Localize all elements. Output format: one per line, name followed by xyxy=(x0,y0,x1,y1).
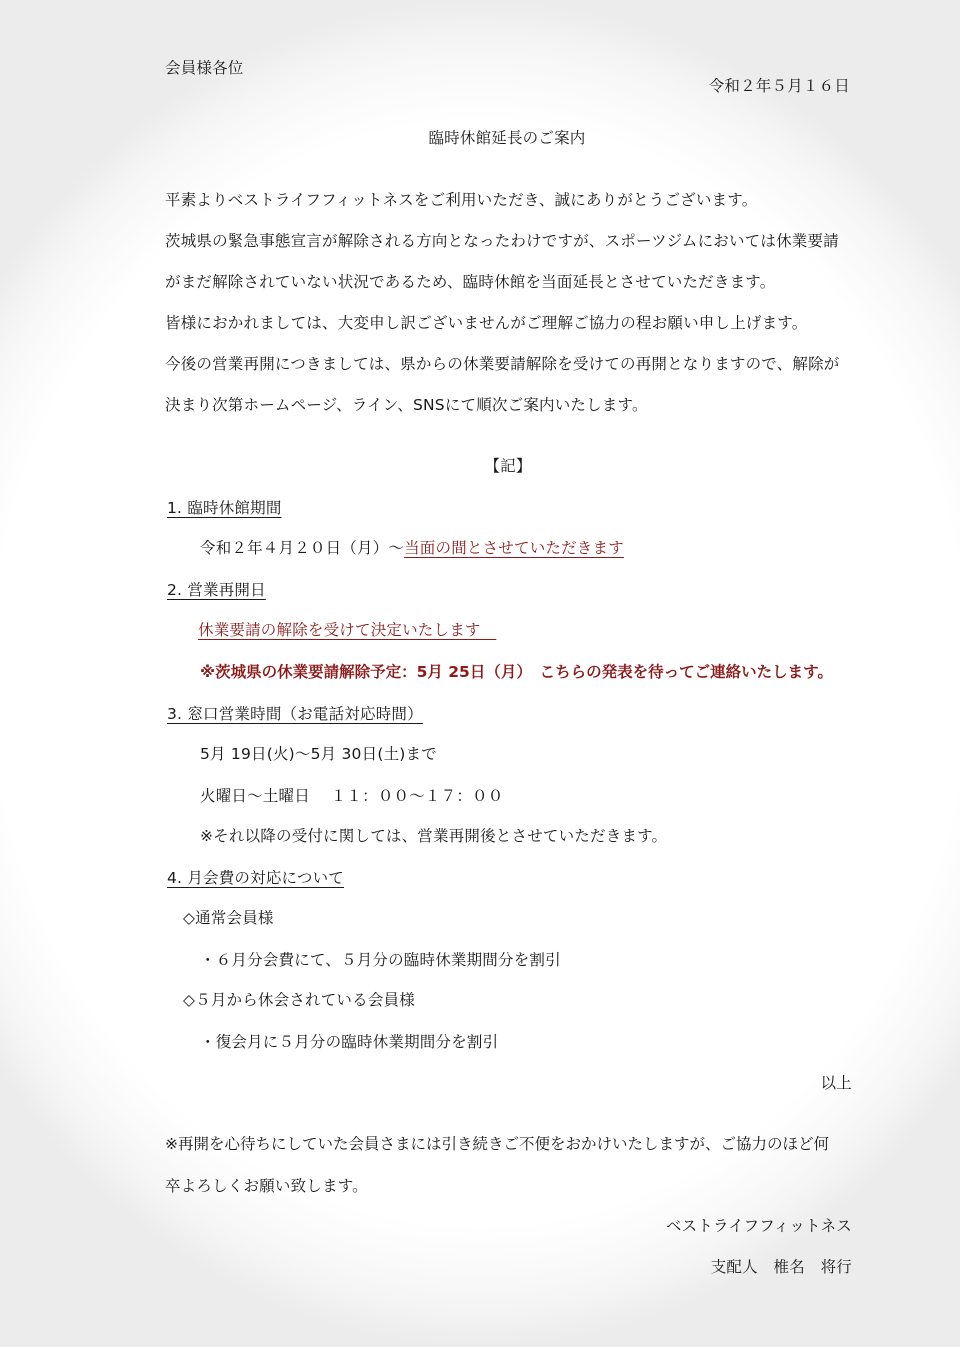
body-line-5: 今後の営業再開につきましては、県からの休業要請解除を受けての再開となりますので、解除が xyxy=(165,355,840,373)
section-1-heading: 1. 臨時休館期間 xyxy=(167,499,282,517)
regular-members-detail: ・６月分会費にて、５月分の臨時休業期間分を割引 xyxy=(200,951,561,969)
closure-period xyxy=(200,538,624,558)
body-line-6: 決まり次第ホームページ、ライン、SNSにて順次ご案内いたします。 xyxy=(165,396,648,414)
regular-members-heading: ◇通常会員様 xyxy=(183,909,274,927)
recipient-line: 会員様各位 xyxy=(165,59,244,77)
record-heading: 【記】 xyxy=(484,457,532,475)
signature-manager: 支配人 椎名 将行 xyxy=(710,1258,852,1276)
body-line-2: 茨城県の緊急事態宣言が解除される方向となったわけですが、スポーツジムにおいては休業要請 xyxy=(165,232,839,250)
body-line-1: 平素よりベストライフフィットネスをご利用いただき、誠にありがとうございます。 xyxy=(165,191,758,209)
closure-period-end: 当面の間とさせていただきます xyxy=(404,539,624,557)
counter-note: ※それ以降の受付に関しては、営業再開後とさせていただきます。 xyxy=(200,827,668,845)
document-title: 臨時休館延長のご案内 xyxy=(428,129,586,147)
section-4-heading: 4. 月会費の対応について xyxy=(167,869,345,887)
counter-dates: 5月 19日(火)～5月 30日(土)まで xyxy=(200,745,437,763)
signature-company: ベストライフフィットネス xyxy=(665,1217,852,1235)
footnote-line-2: 卒よろしくお願い致します。 xyxy=(165,1177,368,1195)
suspended-members-detail: ・復会月に５月分の臨時休業期間分を割引 xyxy=(200,1033,499,1051)
reopening-schedule-note: ※茨城県の休業要請解除予定：5月 25日（月） こちらの発表を待ってご連絡いたします。 xyxy=(200,663,833,681)
counter-hours: 火曜日～土曜日 １１：００～１７：００ xyxy=(200,787,504,805)
reopening-decision: 休業要請の解除を受けて決定いたします xyxy=(198,621,497,639)
section-3-heading: 3. 窓口営業時間（お電話対応時間） xyxy=(167,705,423,723)
closing-mark: 以上 xyxy=(820,1074,852,1092)
section-2-heading: 2. 営業再開日 xyxy=(167,581,266,599)
closure-period-start: 令和２年４月２０日（月）～ xyxy=(200,539,405,557)
body-line-3: がまだ解除されていない状況であるため、臨時休館を当面延長とさせていただきます。 xyxy=(165,273,776,291)
document-date: 令和２年５月１６日 xyxy=(708,77,850,95)
suspended-members-heading: ◇５月から休会されている会員様 xyxy=(183,991,415,1009)
body-line-4: 皆様におかれましては、大変申し訳ございませんがご理解ご協力の程お願い申し上げます。 xyxy=(165,314,808,332)
footnote-line-1: ※再開を心待ちにしていた会員さまには引き続きご不便をおかけいたしますが、ご協力のほど何 xyxy=(165,1135,829,1153)
